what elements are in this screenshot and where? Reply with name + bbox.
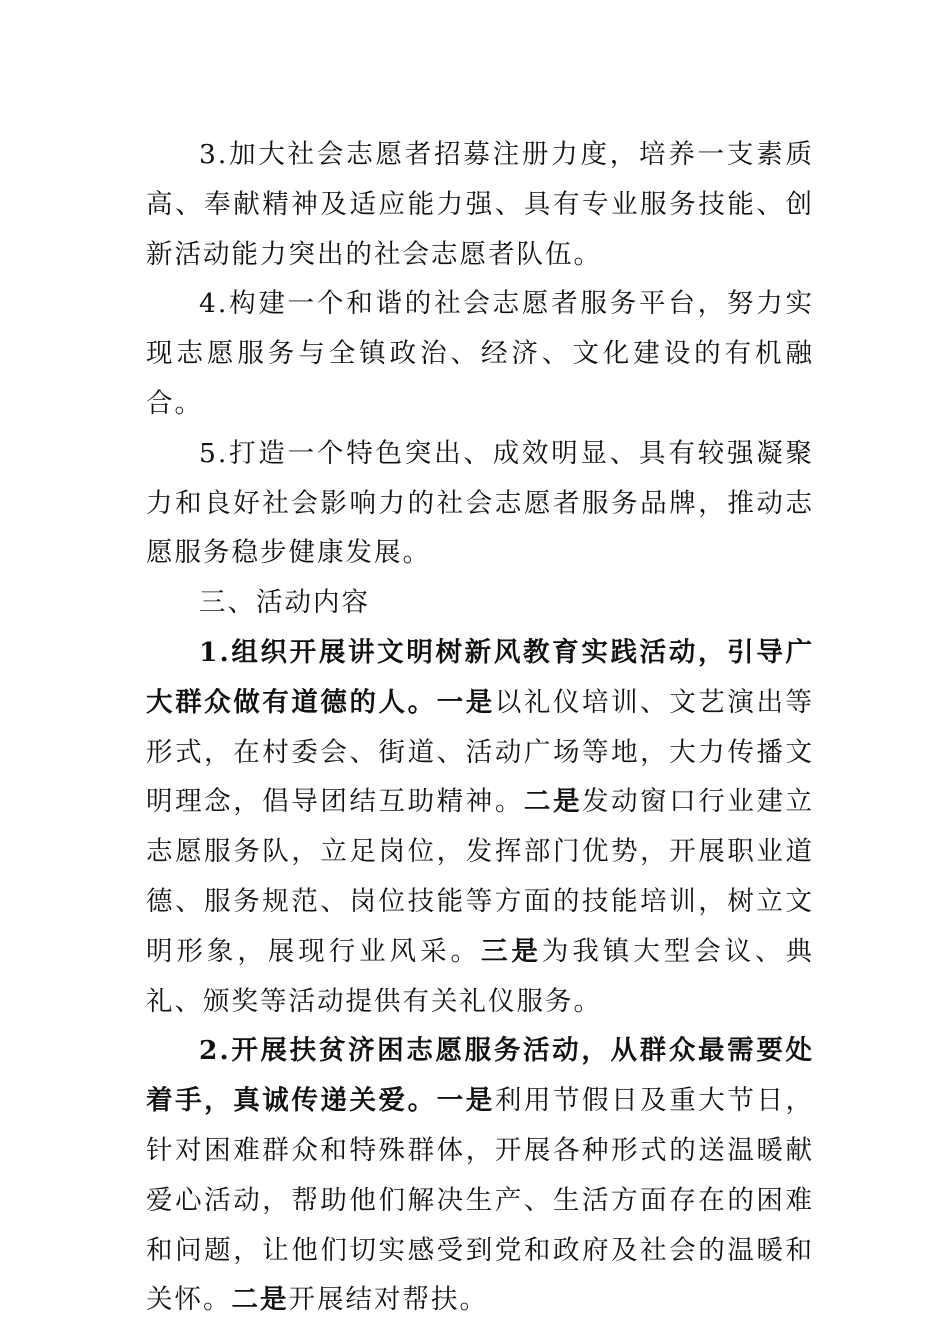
- section-heading: [146, 578, 814, 628]
- bold-marker-first: 一是: [436, 686, 495, 718]
- paragraph-activity-1: [146, 628, 814, 1026]
- text-run: 为我镇大型会议、典礼、颁奖等活动提供有关礼仪服务。: [146, 935, 815, 1017]
- text-run: 发动窗口行业建立志愿服务队，立足岗位，发挥部门优势，开展职业道德、服务规范、岗位技能等方面的技能培训，树立文明形象，展现行业风采。: [146, 786, 815, 967]
- text-run: 以礼仪培训、文艺演出等形式，在村委会、街道、活动广场等地，大力传播文明理念，倡导团结互助精神。: [146, 686, 815, 818]
- heading-text: 三、活动内容: [199, 587, 370, 619]
- paragraph-activity-2: [146, 1026, 814, 1325]
- document-body: [146, 130, 814, 1325]
- text-run: 3.加大社会志愿者招募注册力度，培养一支素质高、奉献精神及适应能力强、具有专业服务技能、创新活动能力突出的社会志愿者队伍。: [146, 139, 814, 270]
- bold-marker-first: 一是: [436, 1085, 495, 1117]
- bold-lead-text: 2.开展扶贫济困志愿服务活动，从群众最需要处着手，真诚传递关爱。: [146, 1035, 814, 1117]
- text-run: 5.打造一个特色突出、成效明显、具有较强凝聚力和良好社会影响力的社会志愿者服务品牌，推动志愿服务稳步健康发展。: [146, 437, 814, 569]
- bold-lead-text: 1.组织开展讲文明树新风教育实践活动，引导广大群众做有道德的人。: [146, 636, 814, 718]
- text-run: 利用节假日及重大节日，针对困难群众和特殊群体，开展各种形式的送温暖献爱心活动，帮助他们解决生产、生活方面存在的困难和问题，让他们切实感受到党和政府及社会的温暖和关怀。: [146, 1085, 815, 1316]
- bold-marker-second: 二是: [231, 1284, 289, 1316]
- paragraph-goal-4: [146, 279, 814, 428]
- text-run: 开展结对帮扶。: [288, 1284, 488, 1316]
- bold-marker-third: 三是: [480, 935, 542, 967]
- bold-marker-second: 二是: [523, 786, 583, 818]
- paragraph-goal-3: [146, 130, 814, 279]
- text-run: 4.构建一个和谐的社会志愿者服务平台，努力实现志愿服务与全镇政治、经济、文化建设的有机融合。: [146, 288, 814, 419]
- paragraph-goal-5: [146, 429, 814, 578]
